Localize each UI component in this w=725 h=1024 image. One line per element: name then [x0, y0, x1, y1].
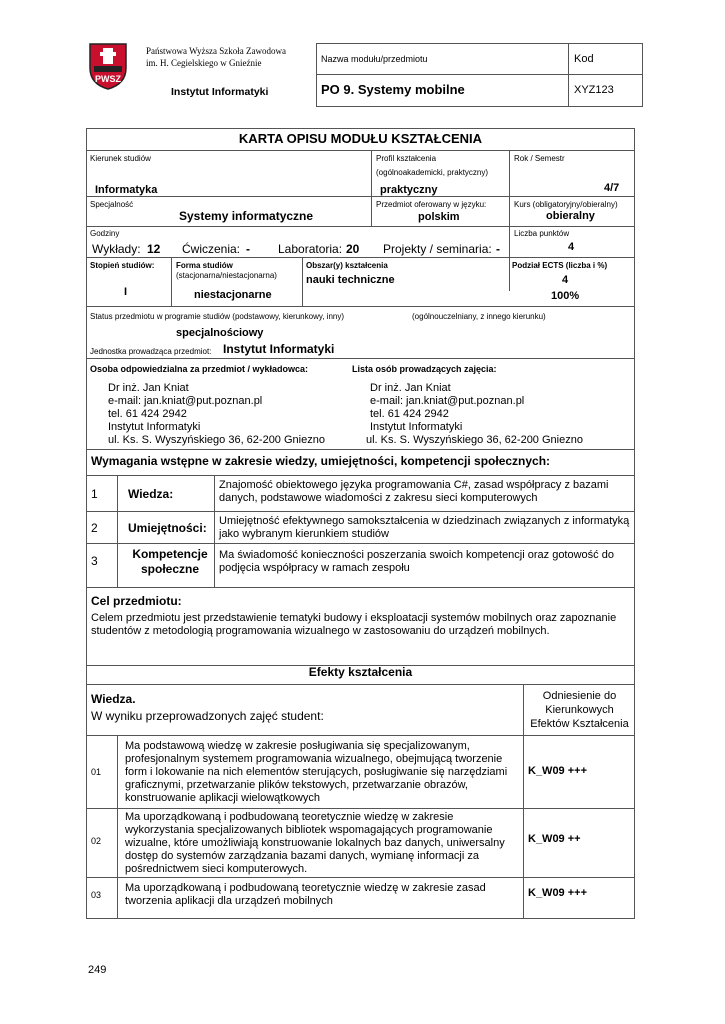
- ects-value: 4: [562, 274, 569, 286]
- punkty-value: 4: [568, 241, 575, 253]
- goal-title: Cel przedmiotu:: [91, 594, 182, 608]
- prereq-text: Umiejętność efektywnego samokształcenia w dziedzinach związanych z informatyką jako wybranym kierunkiem studiów: [219, 515, 630, 540]
- teacher-name: Dr inż. Jan Kniat: [370, 382, 451, 394]
- obszar-label: Obszar(y) kształcenia: [306, 261, 388, 270]
- profil-sublabel: (ogólnoakademicki, praktyczny): [376, 168, 489, 177]
- wyklady-value: 12: [147, 242, 161, 256]
- prereq-text: Znajomość obiektowego języka programowania C#, zasad współpracy z bazami danych, podstawowe wiadomości z zakresu sieci komputerowych: [219, 479, 609, 504]
- logo-shield-icon: [88, 42, 128, 90]
- school-logo: [88, 42, 128, 90]
- rok-label: Rok / Semestr: [514, 154, 565, 163]
- header-institute: Instytut Informatyki: [171, 86, 269, 98]
- forma-sublabel: (stacjonarna/niestacjonarna): [176, 271, 277, 280]
- effect-num: 02: [91, 836, 102, 846]
- prereq-num: 2: [91, 521, 98, 535]
- projekty-label: Projekty / seminaria:: [383, 242, 492, 256]
- logo-text: PWSZ: [95, 74, 121, 84]
- laboratoria-label: Laboratoria:: [278, 242, 343, 256]
- godziny-label: Godziny: [90, 229, 120, 238]
- effect-ref: K_W09 +++: [528, 765, 588, 777]
- stopien-label: Stopień studiów:: [90, 261, 155, 270]
- person-email: e-mail: jan.kniat@put.poznan.pl: [108, 395, 263, 407]
- effect-text: Ma uporządkowaną i podbudowaną teoretycznie wiedzę w zakresie wykorzystania specjalizowanych bibliotek wspomagających programowanie wizualne, które umożliwiają konstruowanie lokalnych baz danych, uniwersalny dostęp do systemów zarządzania bazami danych, wymianę informacji za pośrednictwem sieci komputerowych.: [125, 811, 505, 875]
- effects-title: Efekty kształcenia: [308, 665, 413, 679]
- effect-text: Ma uporządkowaną i podbudowaną teoretycznie wiedzę w zakresie zasad tworzenia aplikacji dla urządzeń mobilnych: [125, 882, 486, 907]
- kierunek-value: Informatyka: [95, 184, 158, 196]
- effect-ref: K_W09 +++: [528, 887, 588, 899]
- school-name-line1: Państwowa Wyższa Szkoła Zawodowa: [146, 46, 287, 56]
- cwiczenia-label: Ćwiczenia:: [182, 242, 241, 256]
- reference-header: Odniesienie do Kierunkowych Efektów Kształcenia: [530, 690, 629, 730]
- ects-label: Podział ECTS (liczba i %): [512, 261, 608, 270]
- module-name-label: Nazwa modułu/przedmiotu: [321, 54, 428, 64]
- jednostka-value: Instytut Informatyki: [223, 342, 335, 356]
- status-value: specjalnościowy: [176, 327, 264, 339]
- person-unit: Instytut Informatyki: [108, 421, 201, 433]
- jezyk-value: polskim: [418, 211, 460, 223]
- effect-ref: K_W09 ++: [528, 833, 581, 845]
- prereq-label: Kompetencje społeczne: [132, 547, 208, 576]
- effect-text: Ma podstawową wiedzę w zakresie posługiwania się specjalizowanym, profesjonalnym systemem programowania wizualnego, obejmującą tworzenie form i lokowanie na nich elementów sterujących, posługiwanie się narzędziami graficznymi, przetwarzanie plików tekstowych, przetwarzanie obrazów, konstruowanie aplikacji wielowątkowych: [125, 740, 508, 804]
- teacher-phone: tel. 61 424 2942: [370, 408, 449, 420]
- responsible-person-label: Osoba odpowiedzialna za przedmiot / wykładowca:: [90, 364, 309, 374]
- page-number: 249: [88, 964, 107, 976]
- teacher-address: ul. Ks. S. Wyszyńskiego 36, 62-200 Gniezno: [366, 434, 583, 446]
- school-name-line2: im. H. Cegielskiego w Gnieźnie: [146, 58, 262, 68]
- rok-value: 4/7: [604, 182, 620, 194]
- person-address: ul. Ks. S. Wyszyńskiego 36, 62-200 Gniezno: [108, 434, 325, 446]
- prereq-label: Umiejętności:: [128, 521, 207, 535]
- status-label: Status przedmiotu w programie studiów (podstawowy, kierunkowy, inny): [90, 312, 345, 321]
- prereq-label: Wiedza:: [128, 487, 174, 501]
- obszar-value: nauki techniczne: [306, 274, 395, 286]
- jednostka-label: Jednostka prowadząca przedmiot:: [90, 347, 212, 356]
- profil-value: praktyczny: [380, 184, 438, 196]
- laboratoria-value: 20: [346, 242, 360, 256]
- code-label: Kod: [574, 53, 594, 65]
- kurs-label: Kurs (obligatoryjny/obieralny): [514, 200, 618, 209]
- jezyk-label: Przedmiot oferowany w języku:: [376, 200, 487, 209]
- stopien-value: I: [124, 286, 128, 298]
- code-value: XYZ123: [574, 84, 614, 96]
- teachers-list-label: Lista osób prowadzących zajęcia:: [352, 364, 497, 374]
- cwiczenia-value: -: [246, 242, 250, 256]
- wiedza-subtitle: W wyniku przeprowadzonych zajęć student:: [91, 709, 324, 723]
- specjalnosc-value: Systemy informatyczne: [179, 209, 314, 223]
- module-name: PO 9. Systemy mobilne: [321, 82, 465, 97]
- wiedza-title: Wiedza.: [91, 692, 136, 706]
- card-title: KARTA OPISU MODUŁU KSZTAŁCENIA: [238, 131, 483, 146]
- goal-text: Celem przedmiotu jest przedstawienie tematyki budowy i eksploatacji systemów mobilnych oraz zapoznanie studentów z metodologią programowania wizualnego w zastosowaniu do urządzeń mobilnych.: [91, 612, 617, 637]
- effect-num: 03: [91, 890, 102, 900]
- kierunek-label: Kierunek studiów: [90, 154, 151, 163]
- teacher-email: e-mail: jan.kniat@put.poznan.pl: [370, 395, 525, 407]
- wyklady-label: Wykłady:: [92, 242, 141, 256]
- prereq-text: Ma świadomość konieczności poszerzania swoich kompetencji oraz gotowość do podjęcia współpracy w ramach zespołu: [219, 549, 614, 574]
- status-label-extra: (ogólnouczelniany, z innego kierunku): [412, 312, 546, 321]
- person-phone: tel. 61 424 2942: [108, 408, 187, 420]
- projekty-value: -: [496, 242, 500, 256]
- profil-label: Profil kształcenia: [376, 154, 437, 163]
- prereq-num: 1: [91, 487, 98, 501]
- ects-percent: 100%: [551, 290, 580, 302]
- person-name: Dr inż. Jan Kniat: [108, 382, 189, 394]
- prereq-title: Wymagania wstępne w zakresie wiedzy, umiejętności, kompetencji społecznych:: [91, 454, 551, 468]
- forma-label: Forma studiów: [176, 261, 233, 270]
- forma-value: niestacjonarne: [194, 289, 272, 301]
- effect-num: 01: [91, 767, 102, 777]
- punkty-label: Liczba punktów: [514, 229, 570, 238]
- kurs-value: obieralny: [546, 210, 595, 222]
- specjalnosc-label: Specjalność: [90, 200, 134, 209]
- prereq-num: 3: [91, 554, 98, 568]
- teacher-unit: Instytut Informatyki: [370, 421, 463, 433]
